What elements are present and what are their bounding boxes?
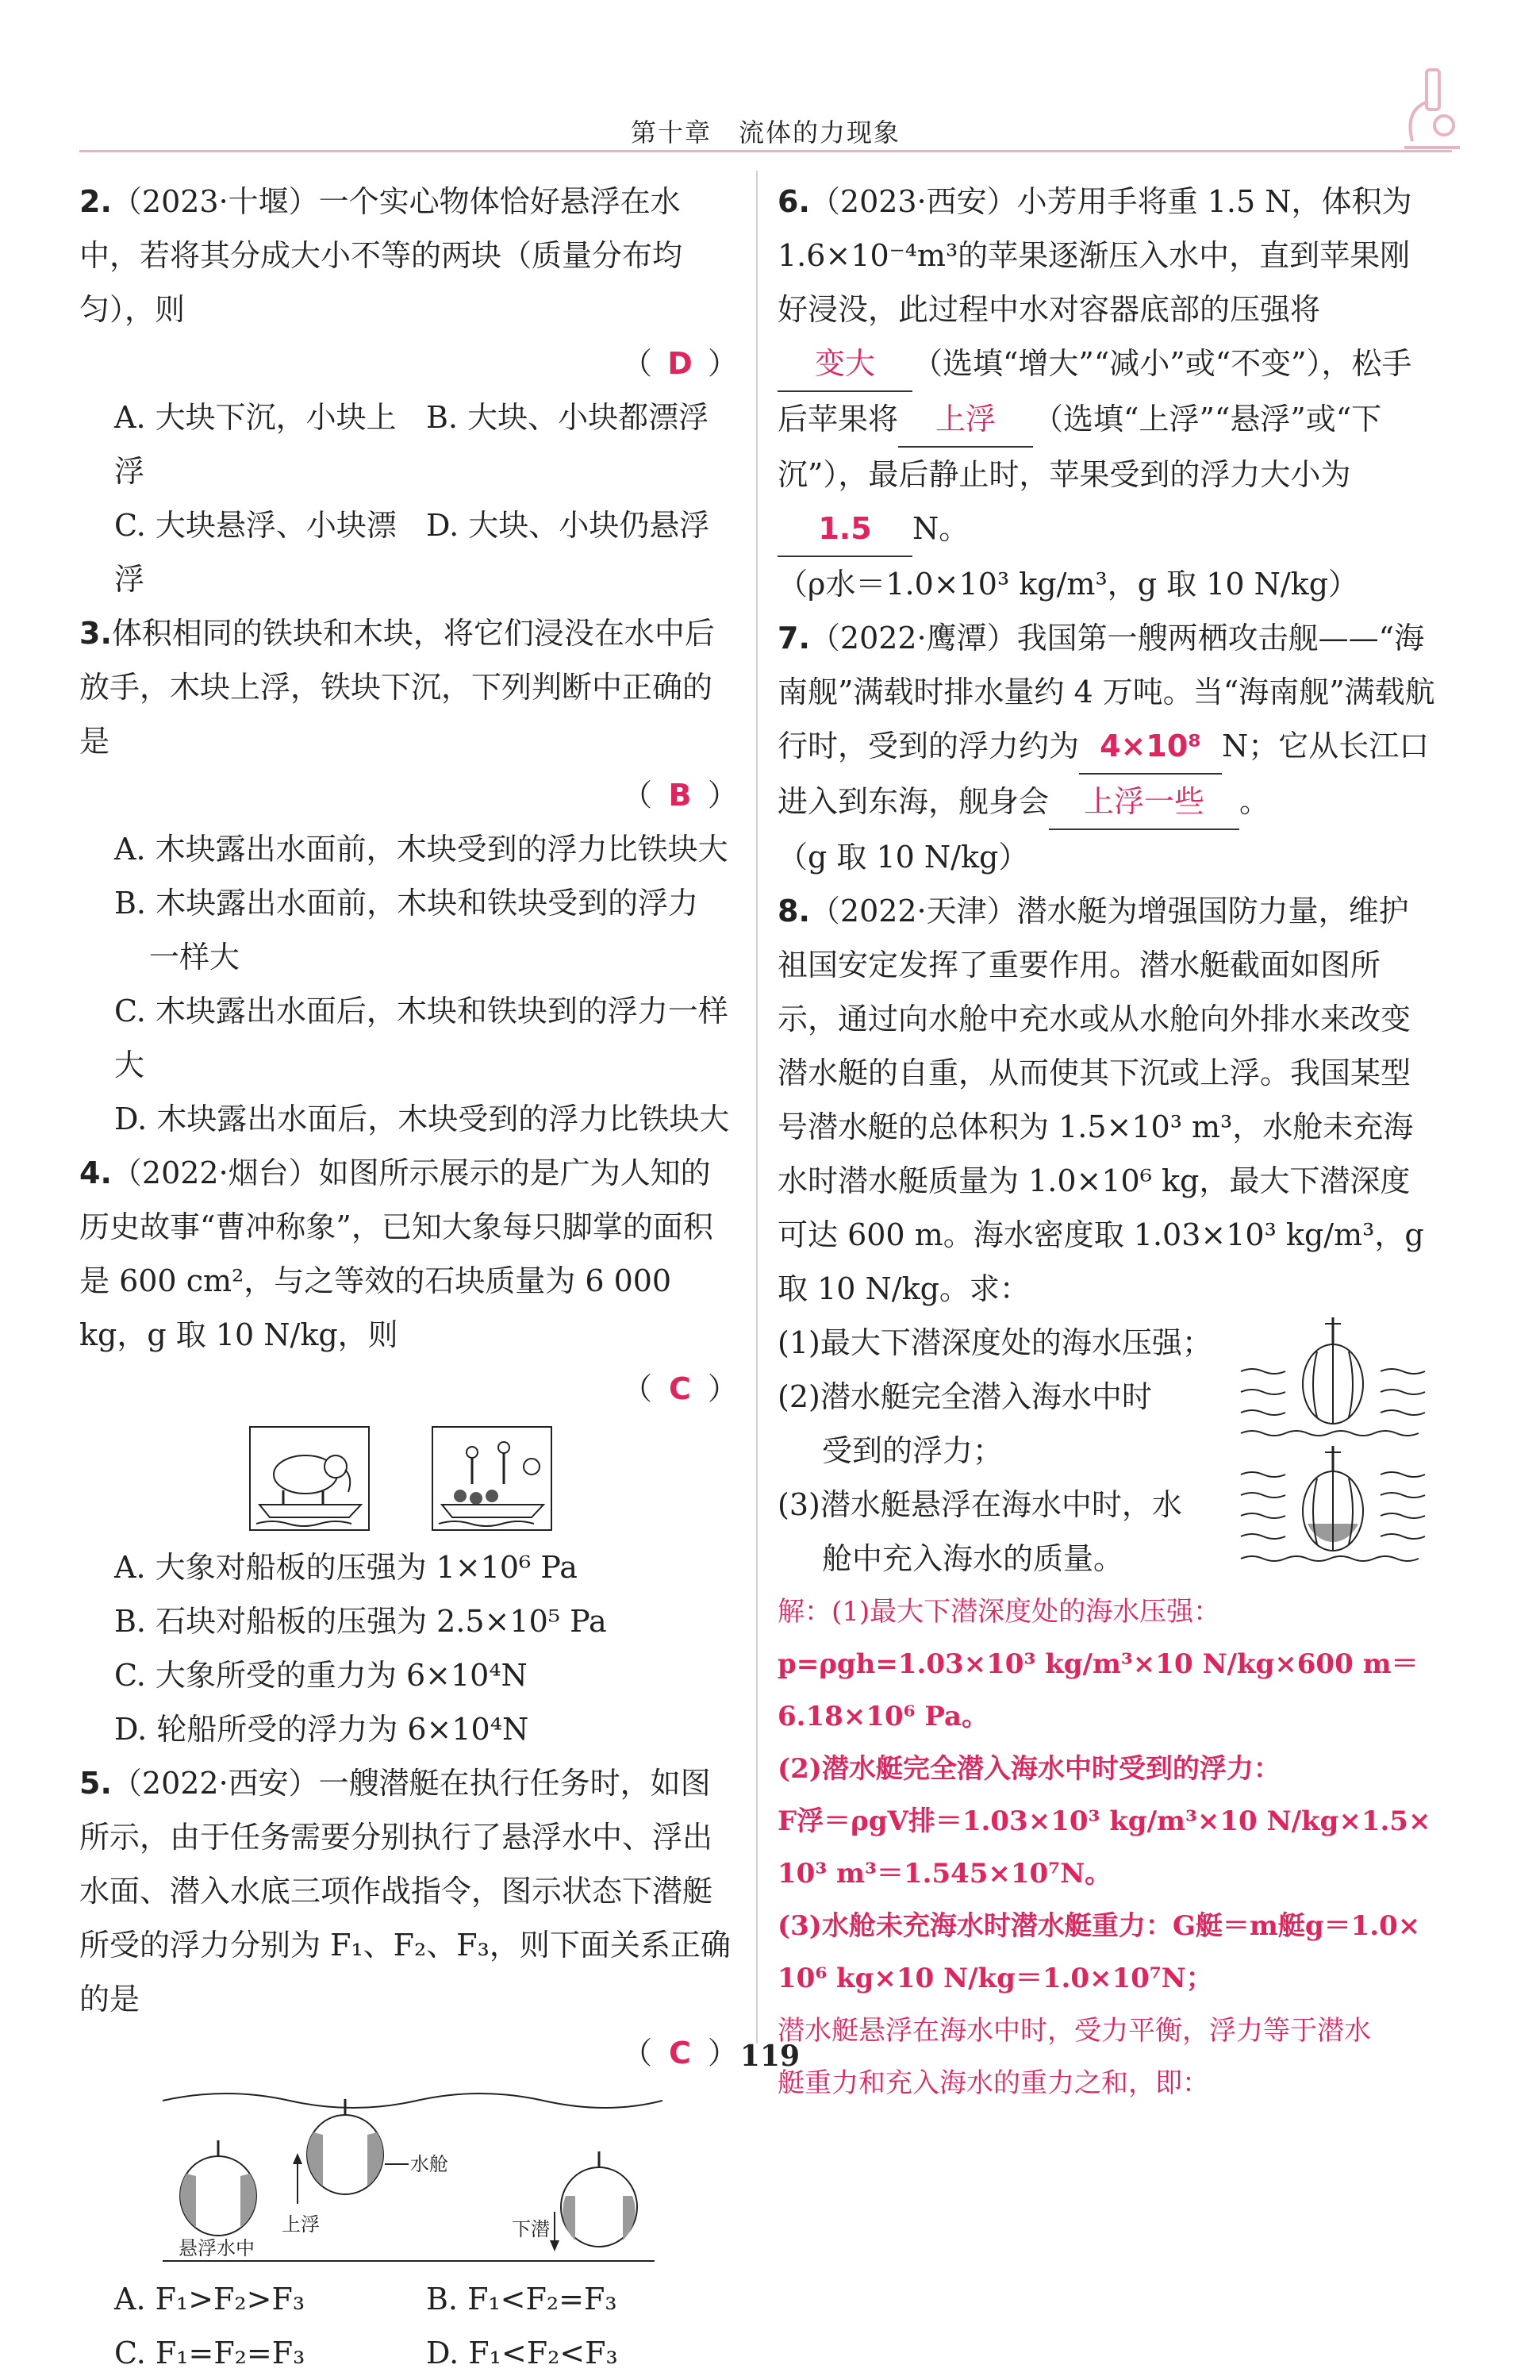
solution-line: 10⁶ kg×10 N/kg＝1.0×10⁷N； <box>778 1963 1213 1994</box>
solution-line: (3)水舱未充海水时潜水艇重力：G艇＝m艇g＝1.0× <box>778 1910 1421 1942</box>
answer-blank-2: 上浮 <box>898 392 1033 448</box>
option-d: D. 木块露出水面后，木块受到的浮力比铁块大 <box>114 1102 730 1136</box>
answer-choice: C <box>669 1371 691 1406</box>
option-c: C. 大象所受的重力为 6×10⁴N <box>114 1658 528 1693</box>
question-note: （ρ水＝1.0×10³ kg/m³，g 取 10 N/kg） <box>778 567 1359 602</box>
question-number: 6. <box>778 184 810 219</box>
answer-blank-1: 变大 <box>778 336 912 392</box>
option-d: D. 轮船所受的浮力为 6×10⁴N <box>114 1712 529 1747</box>
options-row <box>79 390 738 498</box>
options-row <box>79 2326 738 2380</box>
solution-block <box>778 1586 1436 2109</box>
part-3-continued: 舱中充入海水的质量。 <box>822 1541 1124 1576</box>
question-stem: （2022·鹰潭）我国第一艘两栖攻击舰——“海南舰”满载时排水量约 4 万吨。当“海南舰”满载航行时，受到的浮力约为 <box>778 621 1435 763</box>
answer-row: （ C ） <box>79 2026 738 2080</box>
option-c: C. 木块露出水面后，木块和铁块到的浮力一样大 <box>114 994 728 1082</box>
question-number: 4. <box>79 1155 112 1190</box>
question-stem: 体积相同的铁块和木块，将它们浸没在水中后放手，木块上浮，铁块下沉，下列判断中正确的是 <box>79 616 715 759</box>
solution-line: 潜水艇悬浮在海水中时，受力平衡，浮力等于潜水 <box>778 2015 1371 2047</box>
solution-line: 艇重力和充入海水的重力之和，即： <box>778 2067 1209 2099</box>
page-number: 119 <box>739 2040 801 2073</box>
solution-line: 6.18×10⁶ Pa。 <box>778 1701 989 1732</box>
question-4 <box>79 1146 738 1756</box>
part-1: (1)最大下潜深度处的海水压强； <box>778 1325 1212 1360</box>
label-down: 下潜 <box>512 2218 550 2240</box>
header-rule <box>79 150 1452 152</box>
chapter-title: 第十章 流体的力现象 <box>630 117 901 148</box>
question-number: 2. <box>79 184 112 219</box>
option-a: A. F₁>F₂>F₃ <box>114 2282 305 2317</box>
label-tank: 水舱 <box>410 2153 448 2175</box>
answer-row: （ C ） <box>79 1362 738 1416</box>
question-8 <box>778 884 1436 2109</box>
option-c: C. 大块悬浮、小块漂浮 <box>114 508 397 597</box>
question-stem: （2022·西安）一艘潜艇在执行任务时，如图所示，由于任务需要分别执行了悬浮水中、浮出水面、潜入水底三项作战指令，图示状态下潜艇所受的浮力分别为 F₁、F₂、F₃，则下面关系正确的是 <box>79 1766 731 2017</box>
options-row <box>79 2272 738 2326</box>
question-stem: （2022·烟台）如图所示展示的是广为人知的历史故事“曹冲称象”，已知大象每只脚掌的面积是 600 cm²，与之等效的石块质量为 6 000 kg，g 取 10 N/kg，则 <box>79 1155 713 1352</box>
question-number: 3. <box>79 616 112 651</box>
options-row <box>79 498 738 606</box>
column-divider <box>756 171 758 2044</box>
question-7 <box>778 611 1436 884</box>
option-b: B. 石块对船板的压强为 2.5×10⁵ Pa <box>114 1604 607 1639</box>
page-header <box>79 110 1452 152</box>
question-number: 5. <box>79 1766 112 1801</box>
solution-line: 解：(1)最大下潜深度处的海水压强： <box>778 1596 1221 1628</box>
option-c: C. F₁=F₂=F₃ <box>114 2336 305 2370</box>
question-stem-continued: （选填“上浮”“悬浮”或“下沉”），最后静止时，苹果受到的浮力大小为 <box>778 402 1382 492</box>
question-2 <box>79 175 738 606</box>
answer-blank-1: 4×10⁸ <box>1079 719 1222 775</box>
answer-blank-3: 1.5 <box>778 502 912 557</box>
question-stem-end: N。 <box>912 511 970 546</box>
question-number: 8. <box>778 894 810 929</box>
right-column <box>778 175 1436 2109</box>
option-a: A. 木块露出水面前，木块受到的浮力比铁块大 <box>114 832 728 867</box>
option-d: D. F₁<F₂<F₃ <box>426 2336 618 2370</box>
solution-line: p=ρgh=1.03×10³ kg/m³×10 N/kg×600 m＝ <box>778 1648 1419 1680</box>
label-hover: 悬浮水中 <box>179 2237 255 2259</box>
part-3: (3)潜水艇悬浮在海水中时，水 <box>778 1487 1182 1522</box>
option-a: A. 大象对船板的压强为 1×10⁶ Pa <box>114 1550 578 1585</box>
question-stem-end: 。 <box>1239 784 1270 819</box>
submarine-cross-section-figure <box>1238 1316 1428 1578</box>
solution-line: F浮＝ρgV排＝1.03×10³ kg/m³×10 N/kg×1.5× <box>778 1805 1431 1837</box>
question-stem-continued: N；它从长江口进入到东海，舰身会 <box>778 729 1430 819</box>
answer-choice: C <box>669 2036 691 2070</box>
answer-choice: D <box>667 346 693 381</box>
part-2: (2)潜水艇完全潜入海水中时 <box>778 1379 1152 1414</box>
option-b: B. 木块露出水面前，木块和铁块受到的浮力 <box>114 886 699 921</box>
part-2-continued: 受到的浮力； <box>822 1433 1004 1468</box>
answer-blank-2: 上浮一些 <box>1049 775 1239 830</box>
microscope-icon <box>1396 62 1468 157</box>
option-b-continued: 一样大 <box>149 940 240 975</box>
question-stem: （2022·天津）潜水艇为增强国防力量，维护祖国安定发挥了重要作用。潜水艇截面如图所示，通过向水舱中充水或从水舱向外排水来改变潜水艇的自重，从而使其下沉或上浮。我国某型号潜水艇的总体积为 1.5×10³ m³，水舱未充海水时潜水艇质量为 1.0×10⁶ kg，最大下潜深度可达 600 m。海水密度取 1.03×10³ kg/m³，g 取 10 N/kg。求： <box>778 894 1424 1306</box>
question-stem: （2023·十堰）一个实心物体恰好悬浮在水中，若将其分成大小不等的两块（质量分布均匀），则 <box>79 184 683 327</box>
submarine-states-diagram <box>155 2085 662 2267</box>
answer-row: （ B ） <box>79 768 738 822</box>
label-up: 上浮 <box>282 2213 320 2236</box>
solution-line: (2)潜水艇完全潜入海水中时受到的浮力： <box>778 1753 1281 1785</box>
option-b: B. F₁<F₂=F₃ <box>426 2282 617 2317</box>
question-stem: （2023·西安）小芳用手将重 1.5 N，体积为 1.6×10⁻⁴m³的苹果逐渐压入水中，直到苹果刚好浸没，此过程中水对容器底部的压强将 <box>778 184 1412 327</box>
option-a: A. 大块下沉，小块上浮 <box>114 400 397 489</box>
solution-line: 10³ m³＝1.545×10⁷N。 <box>778 1858 1112 1890</box>
question-number: 7. <box>778 621 810 656</box>
question-note: （g 取 10 N/kg） <box>778 840 1029 875</box>
elephant-boat-illustration <box>234 1421 583 1536</box>
question-3 <box>79 606 738 1146</box>
answer-choice: B <box>668 778 692 813</box>
option-d: D. 大块、小块仍悬浮 <box>426 508 710 543</box>
question-6 <box>778 175 1436 611</box>
option-b: B. 大块、小块都漂浮 <box>426 400 709 435</box>
question-stem-continued: （选填“增大”“减小”或“不变”），松手后苹果将 <box>778 346 1412 436</box>
answer-row: （ D ） <box>79 336 738 390</box>
